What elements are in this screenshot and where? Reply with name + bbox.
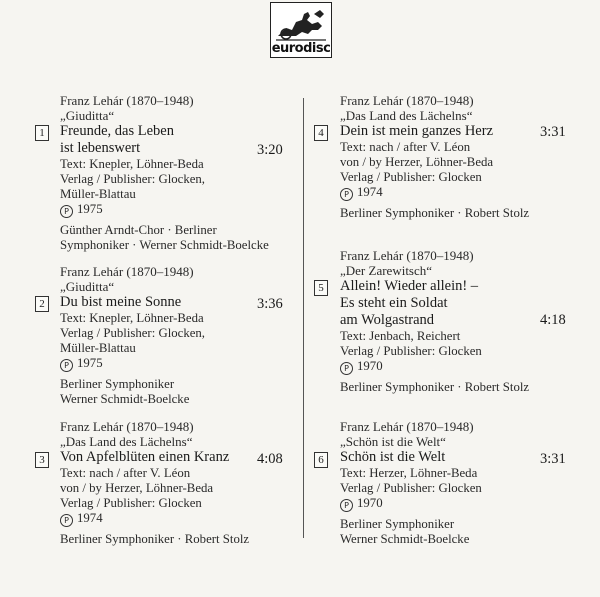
song-title-line: Freunde, das Leben: [60, 123, 174, 139]
work-title: „Giuditta“: [60, 108, 115, 123]
phonogram-icon: P: [340, 188, 353, 201]
performers: Berliner Symphoniker: [340, 517, 455, 531]
song-title-line: am Wolgastrand: [340, 312, 435, 328]
chariot-icon: [274, 6, 328, 42]
phonogram-icon: P: [60, 205, 73, 218]
performers: Berliner Symphoniker · Robert Stolz: [340, 206, 530, 220]
song-title-line: ist lebenswert: [60, 140, 141, 156]
copyright-line: [340, 185, 580, 201]
copyright-year: 1974: [357, 185, 383, 199]
performers: Berliner Symphoniker · Robert Stolz: [60, 532, 250, 546]
track-duration-5: 4:18: [540, 312, 566, 328]
work-title: „Der Zarewitsch“: [340, 263, 433, 278]
copyright-line: [340, 496, 580, 512]
track-number-2: 2: [35, 296, 49, 312]
track-6: [340, 419, 580, 547]
publisher: Verlag / Publisher: Glocken: [340, 170, 482, 184]
composer: Franz Lehár (1870–1948): [340, 248, 474, 263]
work-title: „Das Land des Lächelns“: [60, 434, 193, 449]
copyright-year: 1975: [77, 356, 103, 370]
composer: Franz Lehár (1870–1948): [60, 419, 194, 434]
composer: Franz Lehár (1870–1948): [60, 264, 194, 279]
lyricist: Text: Herzer, Löhner-Beda: [340, 466, 478, 480]
copyright-year: 1970: [357, 496, 383, 510]
phonogram-icon: P: [340, 362, 353, 375]
performers: Symphoniker · Werner Schmidt-Boelcke: [60, 238, 269, 252]
publisher: Müller-Blattau: [60, 187, 136, 201]
work-title: „Giuditta“: [60, 279, 115, 294]
phonogram-icon: P: [60, 359, 73, 372]
copyright-year: 1970: [357, 359, 383, 373]
work-title: „Das Land des Lächelns“: [340, 108, 473, 123]
copyright-year: 1974: [77, 511, 103, 525]
track-1: [60, 93, 300, 253]
track-2: [60, 264, 300, 407]
song-title-line: Du bist meine Sonne: [60, 294, 182, 310]
performers: Berliner Symphoniker: [60, 377, 175, 391]
copyright-year: 1975: [77, 202, 103, 216]
composer: Franz Lehár (1870–1948): [340, 93, 474, 108]
logo-text: eurodisc: [271, 41, 331, 56]
track-number-5: 5: [314, 280, 328, 296]
lyricist: von / by Herzer, Löhner-Beda: [340, 155, 494, 169]
lyricist: Text: nach / after V. Léon: [60, 466, 191, 480]
publisher: Verlag / Publisher: Glocken: [60, 496, 202, 510]
lyricist: Text: Jenbach, Reichert: [340, 329, 461, 343]
phonogram-icon: P: [340, 499, 353, 512]
copyright-line: [60, 356, 300, 372]
song-title-line: Es steht ein Soldat: [340, 295, 448, 311]
copyright-line: [340, 359, 580, 375]
track-number-1: 1: [35, 125, 49, 141]
performers: Werner Schmidt-Boelcke: [340, 532, 470, 546]
track-duration-3: 4:08: [257, 451, 283, 467]
publisher: Verlag / Publisher: Glocken,: [60, 172, 206, 186]
track-number-3: 3: [35, 452, 49, 468]
publisher: Verlag / Publisher: Glocken,: [60, 326, 206, 340]
composer: Franz Lehár (1870–1948): [340, 419, 474, 434]
song-title-line: Von Apfelblüten einen Kranz: [60, 449, 230, 465]
track-3: [60, 419, 305, 547]
copyright-line: [60, 202, 300, 218]
song-title-line: Dein ist mein ganzes Herz: [340, 123, 494, 139]
track-duration-6: 3:31: [540, 451, 566, 467]
lyricist: Text: Knepler, Löhner-Beda: [60, 311, 204, 325]
track-number-4: 4: [314, 125, 328, 141]
track-duration-4: 3:31: [540, 124, 566, 140]
publisher: Verlag / Publisher: Glocken: [340, 481, 482, 495]
publisher: Verlag / Publisher: Glocken: [340, 344, 482, 358]
performers: Berliner Symphoniker · Robert Stolz: [340, 380, 530, 394]
song-title-line: Schön ist die Welt: [340, 449, 446, 465]
performers: Werner Schmidt-Boelcke: [60, 392, 190, 406]
phonogram-icon: P: [60, 514, 73, 527]
work-title: „Schön ist die Welt“: [340, 434, 446, 449]
lyricist: von / by Herzer, Löhner-Beda: [60, 481, 214, 495]
track-duration-2: 3:36: [257, 296, 283, 312]
composer: Franz Lehár (1870–1948): [60, 93, 194, 108]
track-duration-1: 3:20: [257, 142, 283, 158]
eurodisc-logo: [270, 2, 332, 58]
copyright-line: [60, 511, 305, 527]
publisher: Müller-Blattau: [60, 341, 136, 355]
track-number-6: 6: [314, 452, 328, 468]
track-4: [340, 93, 580, 221]
lyricist: Text: nach / after V. Léon: [340, 140, 471, 154]
song-title-line: Allein! Wieder allein! –: [340, 278, 479, 294]
lyricist: Text: Knepler, Löhner-Beda: [60, 157, 204, 171]
performers: Günther Arndt-Chor · Berliner: [60, 223, 217, 237]
